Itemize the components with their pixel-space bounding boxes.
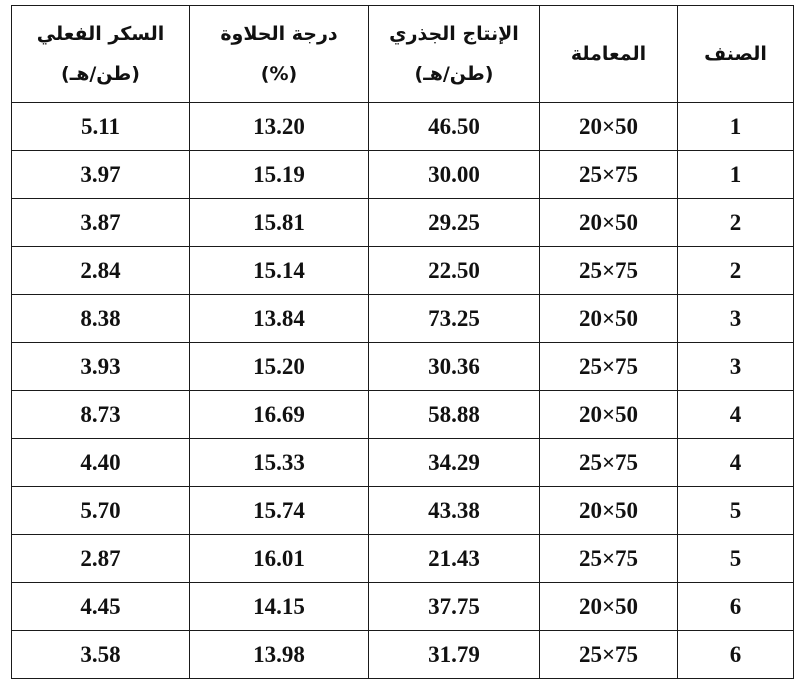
- cell-root-yield: 43.38: [369, 487, 540, 535]
- header-sugar-yield-label: السكر الفعلي: [36, 23, 165, 45]
- cell-root-yield: 21.43: [369, 535, 540, 583]
- cell-sugar-yield: 3.93: [12, 343, 190, 391]
- cell-root-yield: 31.79: [369, 631, 540, 679]
- table-row: [12, 295, 794, 343]
- header-sugar-yield-unit: (طن/هـ): [61, 63, 140, 85]
- cell-brix: 15.20: [190, 343, 369, 391]
- cell-treatment: 20×50: [540, 583, 678, 631]
- cell-sugar-yield: 2.87: [12, 535, 190, 583]
- table-header: [12, 6, 794, 103]
- cell-class: 6: [678, 583, 794, 631]
- cell-sugar-yield: 3.87: [12, 199, 190, 247]
- header-class-label: الصنف: [704, 43, 767, 65]
- cell-class: 5: [678, 487, 794, 535]
- cell-brix: 15.14: [190, 247, 369, 295]
- cell-brix: 15.81: [190, 199, 369, 247]
- cell-sugar-yield: 3.97: [12, 151, 190, 199]
- cell-treatment: 25×75: [540, 535, 678, 583]
- cell-brix: 15.19: [190, 151, 369, 199]
- header-root-yield-label: الإنتاج الجذري: [389, 23, 519, 45]
- cell-class: 1: [678, 151, 794, 199]
- table-row: [12, 583, 794, 631]
- cell-sugar-yield: 4.45: [12, 583, 190, 631]
- cell-class: 2: [678, 199, 794, 247]
- cell-root-yield: 46.50: [369, 103, 540, 151]
- header-class: [678, 6, 794, 103]
- cell-brix: 15.33: [190, 439, 369, 487]
- header-sugar-yield: [12, 6, 190, 103]
- cell-treatment: 20×50: [540, 199, 678, 247]
- header-root-yield-unit: (طن/هـ): [414, 63, 494, 85]
- header-row: [12, 6, 794, 103]
- cell-brix: 14.15: [190, 583, 369, 631]
- cell-class: 6: [678, 631, 794, 679]
- cell-class: 5: [678, 535, 794, 583]
- header-treatment-label: المعاملة: [570, 43, 647, 65]
- table-row: [12, 343, 794, 391]
- cell-brix: 13.20: [190, 103, 369, 151]
- cell-root-yield: 30.36: [369, 343, 540, 391]
- cell-root-yield: 29.25: [369, 199, 540, 247]
- header-brix: [190, 6, 369, 103]
- cell-sugar-yield: 8.38: [12, 295, 190, 343]
- cell-treatment: 25×75: [540, 631, 678, 679]
- cell-class: 3: [678, 343, 794, 391]
- cell-brix: 16.69: [190, 391, 369, 439]
- cell-treatment: 25×75: [540, 343, 678, 391]
- results-table: [11, 5, 794, 679]
- table-row: [12, 199, 794, 247]
- cell-sugar-yield: 3.58: [12, 631, 190, 679]
- cell-class: 1: [678, 103, 794, 151]
- results-table-container: [11, 5, 793, 679]
- cell-root-yield: 34.29: [369, 439, 540, 487]
- cell-treatment: 25×75: [540, 247, 678, 295]
- cell-root-yield: 58.88: [369, 391, 540, 439]
- cell-treatment: 20×50: [540, 391, 678, 439]
- cell-root-yield: 22.50: [369, 247, 540, 295]
- cell-treatment: 20×50: [540, 487, 678, 535]
- cell-treatment: 20×50: [540, 103, 678, 151]
- cell-brix: 16.01: [190, 535, 369, 583]
- table-row: [12, 535, 794, 583]
- cell-class: 2: [678, 247, 794, 295]
- header-treatment: [540, 6, 678, 103]
- table-row: [12, 103, 794, 151]
- cell-root-yield: 37.75: [369, 583, 540, 631]
- table-row: [12, 247, 794, 295]
- table-row: [12, 487, 794, 535]
- table-row: [12, 439, 794, 487]
- cell-sugar-yield: 5.11: [12, 103, 190, 151]
- header-root-yield: [369, 6, 540, 103]
- cell-class: 4: [678, 439, 794, 487]
- cell-class: 3: [678, 295, 794, 343]
- cell-root-yield: 73.25: [369, 295, 540, 343]
- cell-sugar-yield: 2.84: [12, 247, 190, 295]
- header-brix-unit: (%): [260, 63, 298, 85]
- table-row: [12, 391, 794, 439]
- cell-treatment: 25×75: [540, 439, 678, 487]
- cell-root-yield: 30.00: [369, 151, 540, 199]
- header-brix-label: درجة الحلاوة: [220, 23, 338, 45]
- cell-class: 4: [678, 391, 794, 439]
- cell-sugar-yield: 8.73: [12, 391, 190, 439]
- cell-sugar-yield: 4.40: [12, 439, 190, 487]
- cell-sugar-yield: 5.70: [12, 487, 190, 535]
- table-body: [12, 103, 794, 679]
- table-row: [12, 631, 794, 679]
- cell-treatment: 20×50: [540, 295, 678, 343]
- table-row: [12, 151, 794, 199]
- cell-treatment: 25×75: [540, 151, 678, 199]
- cell-brix: 13.84: [190, 295, 369, 343]
- cell-brix: 15.74: [190, 487, 369, 535]
- cell-brix: 13.98: [190, 631, 369, 679]
